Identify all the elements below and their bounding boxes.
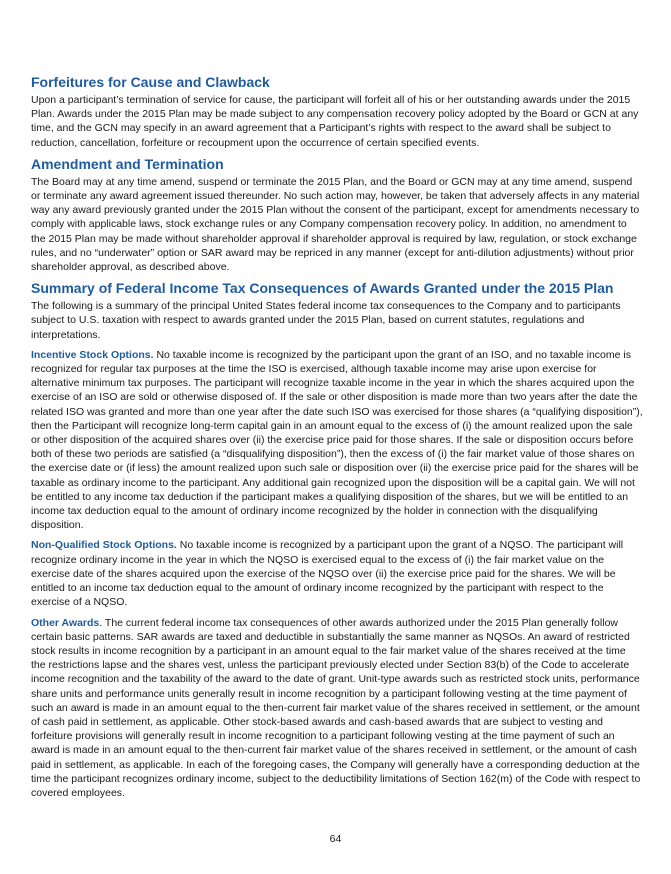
amendment-heading: Amendment and Termination bbox=[31, 155, 224, 172]
section-forfeitures bbox=[31, 74, 643, 150]
iso-lead: Incentive Stock Options. bbox=[31, 348, 154, 361]
nqso-lead: Non-Qualified Stock Options. bbox=[31, 539, 177, 552]
forfeitures-heading: Forfeitures for Cause and Clawback bbox=[31, 74, 270, 90]
iso-body: No taxable income is recognized by the participant upon the grant of an ISO, and no taxable income is recognized for regular tax purposes at the time the ISO is exercised, although taxable income may arise upon exercise for alternative minimum tax purposes. The participant will recognize taxable income in the year in which the shares acquired upon the exercise of an ISO are sold or otherwise disposed of. If the sale or other disposition is made more than two years after the date the related ISO was granted and more than one year after the date such ISO was exercised for those shares (a “qualifying disposition”), then the Participant will recognize long-term capital gain in an amount equal to the excess of (i) the amount realized upon the sale or other disposition of the acquired shares over (ii) the exercise price paid for those shares. If the sale or disposition occurs before both of these two periods are satisfied (a “disqualifying disposition”), then the excess of (i) the fair market value of those shares on the exercise date or (if less) the amount realized upon such sale or disposition over (ii) the exercise price paid for the shares will be taxable as ordinary income to the participant. Any additional gain recognized upon the disposition will be a capital gain. We will not be entitled to any income tax deduction if the participant makes a qualifying disposition of the shares, but we will be entitled to an income tax deduction equal to the amount of ordinary income recognized by the holder in connection with the disqualifying disposition. bbox=[31, 348, 643, 532]
tax-intro: The following is a summary of the principal United States federal income tax consequences to the Company and to participants subject to U.S. taxation with respect to awards granted under the 2015 Plan, based on current statutes, regulations and interpretations. bbox=[31, 300, 621, 341]
forfeitures-body: Upon a participant’s termination of service for cause, the participant will forfeit all of his or her outstanding awards under the 2015 Plan. Awards under the 2015 Plan may be made subject to any compensation recovery policy adopted by the Board or GCN at any time, and the GCN may specify in an award agreement that a Participant’s rights with respect to the award shall be subject to reduction, cancellation, forfeiture or recoupment upon the occurrence of certain specified events. bbox=[31, 94, 639, 149]
other-lead: Other Awards bbox=[31, 616, 100, 629]
other-awards-paragraph bbox=[31, 616, 643, 801]
page-number: 64 bbox=[329, 833, 342, 845]
nqso-body: No taxable income is recognized by a participant upon the grant of a NQSO. The participant will recognize ordinary income in the year in which the NQSO is exercised equal to the excess of (i) the fair market value on the exercise date of the shares acquired upon the exercise of the NQSO over (ii) the exercise price paid for the shares. We will be entitled to an income tax deduction equal to the amount of ordinary income recognized by the participant with respect to the exercise of a NQSO. bbox=[31, 539, 624, 609]
nqso-paragraph bbox=[31, 538, 643, 609]
other-body: . The current federal income tax consequences of other awards authorized under the 2015 Plan generally follow certain basic patterns. SAR awards are taxed and deductible in substantially the same manner as NQSOs. An award of restricted stock results in income recognition by a participant in an amount equal to the fair market value of the shares received at the time the restrictions lapse and the shares vest, unless the participant previously elected under Section 83(b) of the Code to accelerate income recognition and the taxability of the award to the date of grant. Unit-type awards such as restricted stock units, performance share units and performance units generally result in income recognition by a participant following vesting at the time payment of such an award is made in an amount equal to the then-current fair market value of the shares received in settlement, or the amount of cash paid in settlement, as applicable. Other stock-based awards and cash-based awards that are subject to vesting and forfeiture provisions will generally result in income recognition to a participant following vesting at the time payment of such an award is made in an amount equal to the then-current fair market value of the shares received in settlement, or the amount of cash paid in settlement, as applicable. In each of the foregoing cases, the Company will generally have a corresponding deduction at the time the participant recognizes ordinary income, subject to the deductibility limitations of Section 162(m) of the Code with respect to covered employees. bbox=[31, 616, 641, 799]
amendment-body: The Board may at any time amend, suspend or terminate the 2015 Plan, and the Board or GCN may at any time amend, suspend or terminate any award agreement issued thereunder. No such action may, however, be taken that adversely affects in any material way any award previously granted under the 2015 Plan without the consent of the participant, except for amendments necessary to comply with applicable laws, stock exchange rules or any Company compensation recovery policy. In addition, no amendment to the 2015 Plan may be made without shareholder approval if shareholder approval is required by law, regulation, or stock exchange rules, and no “underwater” option or SAR award may be repriced in any manner (except for anti-dilution adjustments) without prior shareholder approval, as described above. bbox=[31, 175, 640, 274]
iso-paragraph bbox=[31, 348, 643, 533]
section-amendment bbox=[31, 156, 643, 274]
tax-heading: Summary of Federal Income Tax Consequences of Awards Granted under the 2015 Plan bbox=[31, 280, 614, 297]
section-tax bbox=[31, 280, 643, 800]
document-page bbox=[31, 74, 643, 806]
